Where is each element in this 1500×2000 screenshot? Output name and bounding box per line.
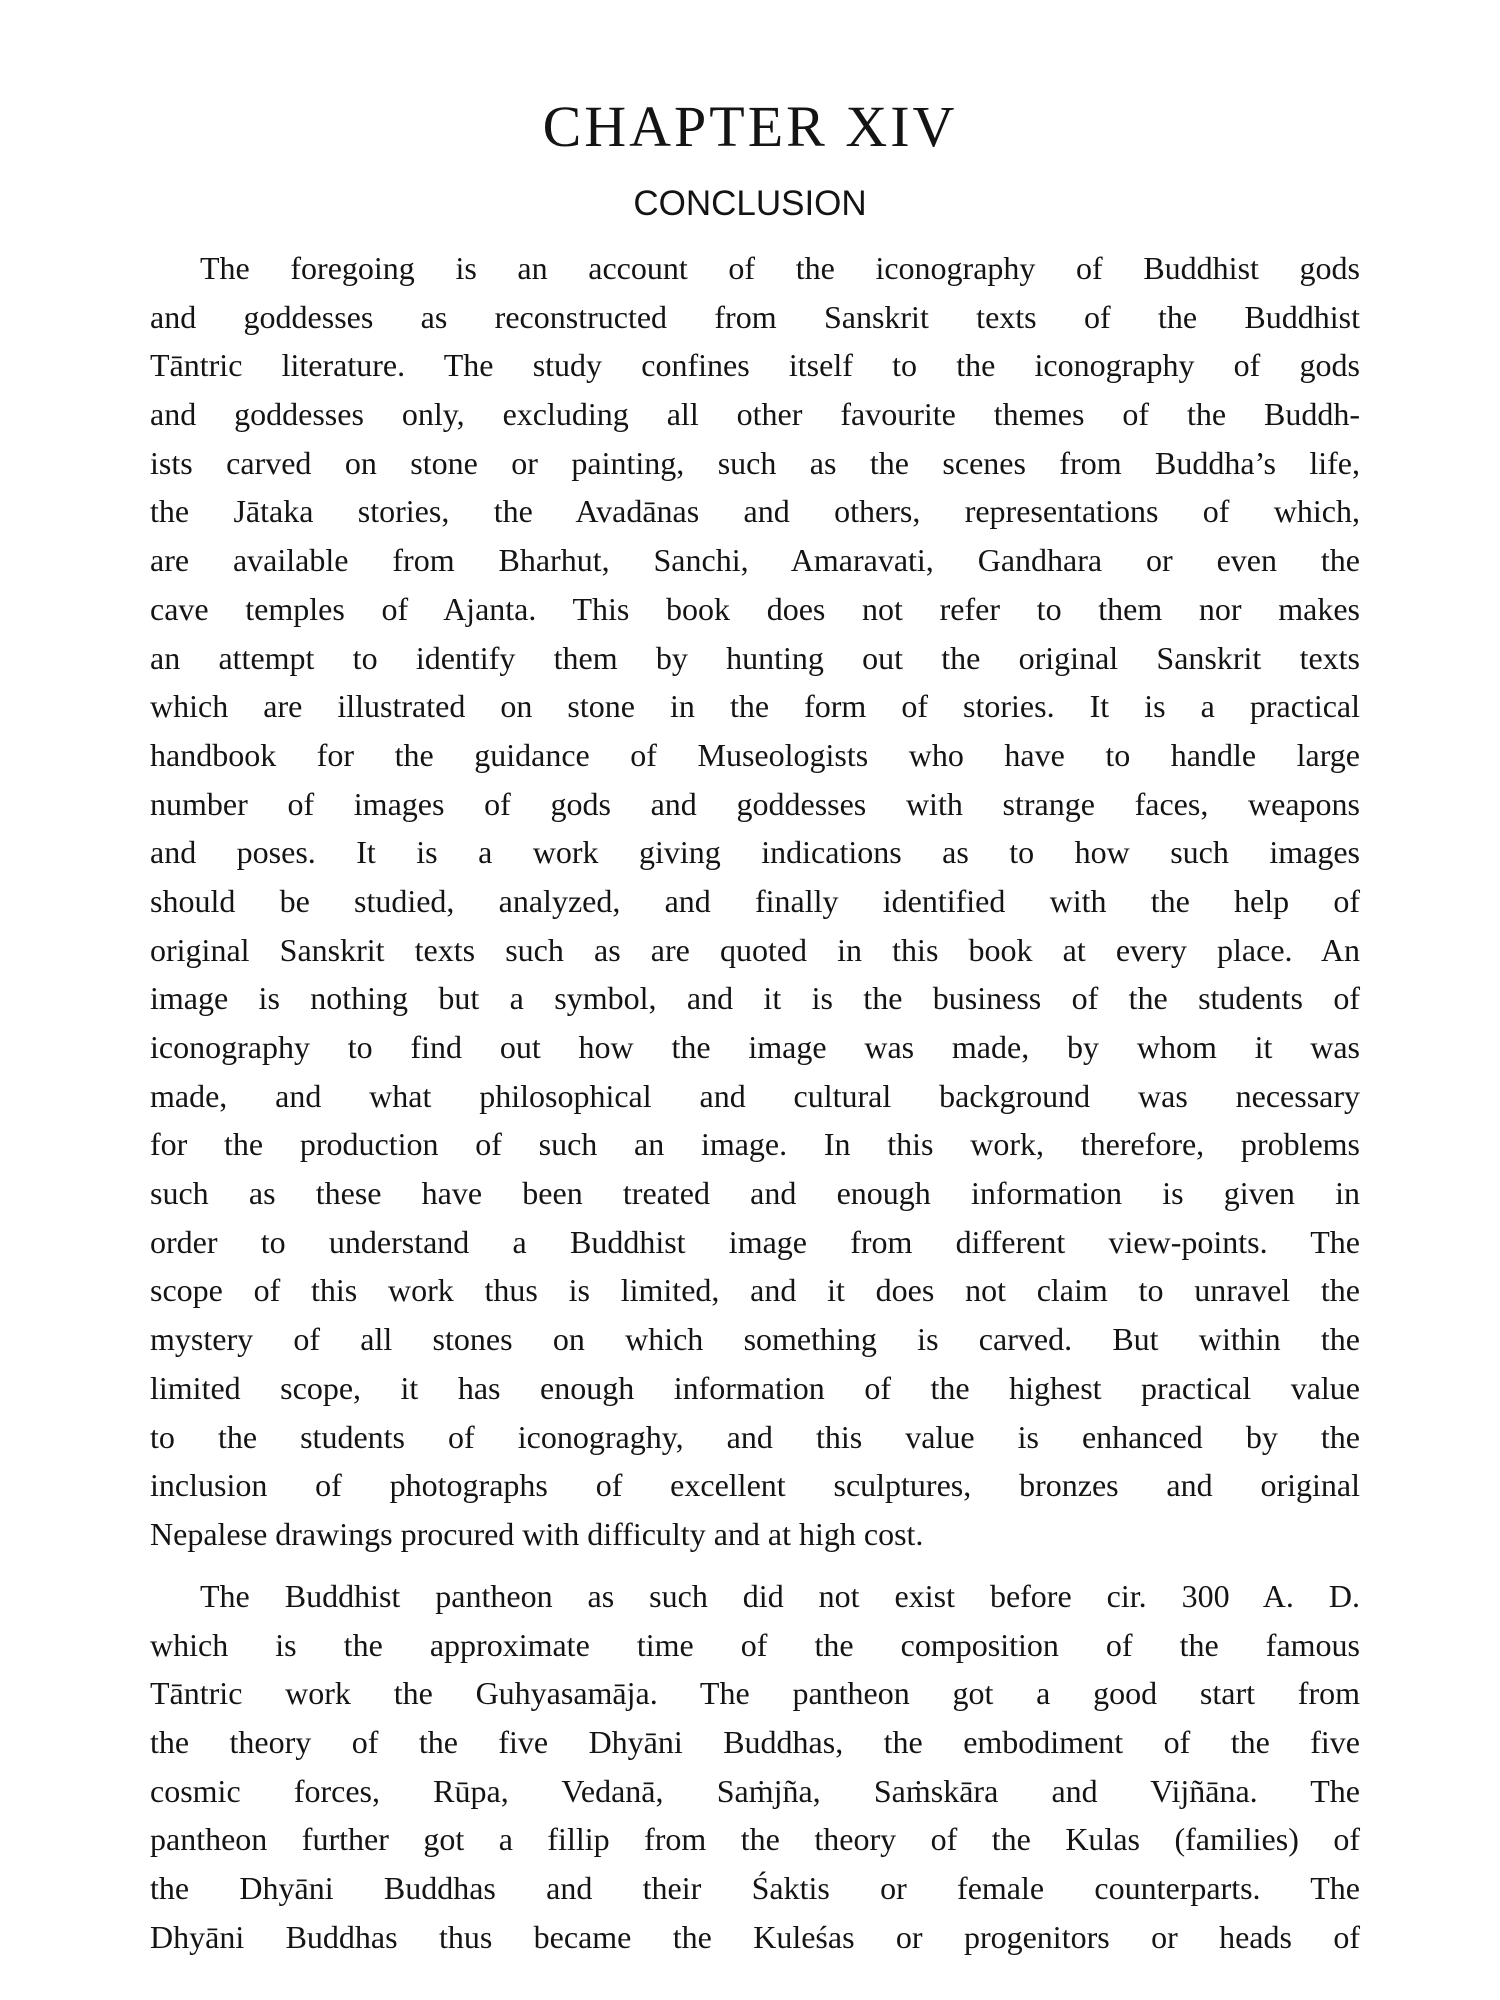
text-line: the Jātaka stories, the Avadānas and others, representations of which, <box>150 493 1360 530</box>
section-title: CONCLUSION <box>633 184 867 223</box>
text-line: limited scope, it has enough information of the highest practical value <box>150 1369 1360 1406</box>
text-line: and goddesses only, excluding all other favourite themes of the Buddh- <box>150 396 1360 433</box>
text-line: cave temples of Ajanta. This book does not refer to them nor makes <box>150 590 1360 627</box>
paragraph-2 <box>150 1572 1360 1962</box>
text-line: number of images of gods and goddesses with strange faces, weapons <box>150 785 1360 822</box>
text-line: an attempt to identify them by hunting out the original Sanskrit texts <box>150 639 1360 676</box>
text-line: image is nothing but a symbol, and it is the business of the students of <box>150 980 1360 1017</box>
text-line: pantheon further got a fillip from the theory of the Kulas (families) of <box>150 1821 1360 1858</box>
text-line: which is the approximate time of the composition of the famous <box>150 1626 1360 1663</box>
text-line: ists carved on stone or painting, such as the scenes from Buddha’s life, <box>150 444 1360 481</box>
text-line: and poses. It is a work giving indications as to how such images <box>150 834 1360 871</box>
text-line: the Dhyāni Buddhas and their Śaktis or female counterparts. The <box>150 1870 1360 1907</box>
text-line: iconography to find out how the image was made, by whom it was <box>150 1029 1360 1065</box>
paragraph-1 <box>150 244 1360 1559</box>
text-line: The foregoing is an account of the iconography of Buddhist gods <box>200 250 1360 286</box>
text-line: inclusion of photographs of excellent sculptures, bronzes and original <box>150 1467 1360 1504</box>
text-line: Dhyāni Buddhas thus became the Kuleśas or progenitors or heads of <box>150 1918 1360 1955</box>
chapter-heading: CHAPTER XIV <box>542 94 958 159</box>
text-line: should be studied, analyzed, and finally identified with the help of <box>150 882 1360 919</box>
text-line: such as these have been treated and enough information is given in <box>150 1175 1360 1212</box>
text-line: Tāntric literature. The study confines itself to the iconography of gods <box>150 347 1360 384</box>
text-line: cosmic forces, Rūpa, Vedanā, Saṁjña, Saṁskāra and Vijñāna. The <box>150 1772 1360 1809</box>
text-line: to the students of iconograghy, and this value is enhanced by the <box>150 1418 1360 1455</box>
text-line: The Buddhist pantheon as such did not exist before cir. 300 A. D. <box>200 1578 1360 1614</box>
text-line: for the production of such an image. In this work, therefore, problems <box>150 1126 1360 1163</box>
text-line: made, and what philosophical and cultural background was necessary <box>150 1077 1360 1114</box>
text-line: are available from Bharhut, Sanchi, Amaravati, Gandhara or even the <box>150 542 1360 579</box>
text-line: Nepalese drawings procured with difficulty and at high cost. <box>150 1515 924 1552</box>
text-line: scope of this work thus is limited, and it does not claim to unravel the <box>150 1272 1360 1309</box>
text-line: original Sanskrit texts such as are quoted in this book at every place. An <box>150 931 1360 968</box>
text-line: mystery of all stones on which something is carved. But within the <box>150 1321 1360 1358</box>
text-line: and goddesses as reconstructed from Sanskrit texts of the Buddhist <box>150 298 1360 335</box>
text-line: handbook for the guidance of Museologists who have to handle large <box>150 736 1360 773</box>
text-line: the theory of the five Dhyāni Buddhas, the embodiment of the five <box>150 1724 1360 1761</box>
text-line: Tāntric work the Guhyasamāja. The pantheon got a good start from <box>150 1675 1360 1712</box>
text-line: order to understand a Buddhist image from different view-points. The <box>150 1223 1360 1260</box>
text-line: which are illustrated on stone in the form of stories. It is a practical <box>150 688 1360 725</box>
